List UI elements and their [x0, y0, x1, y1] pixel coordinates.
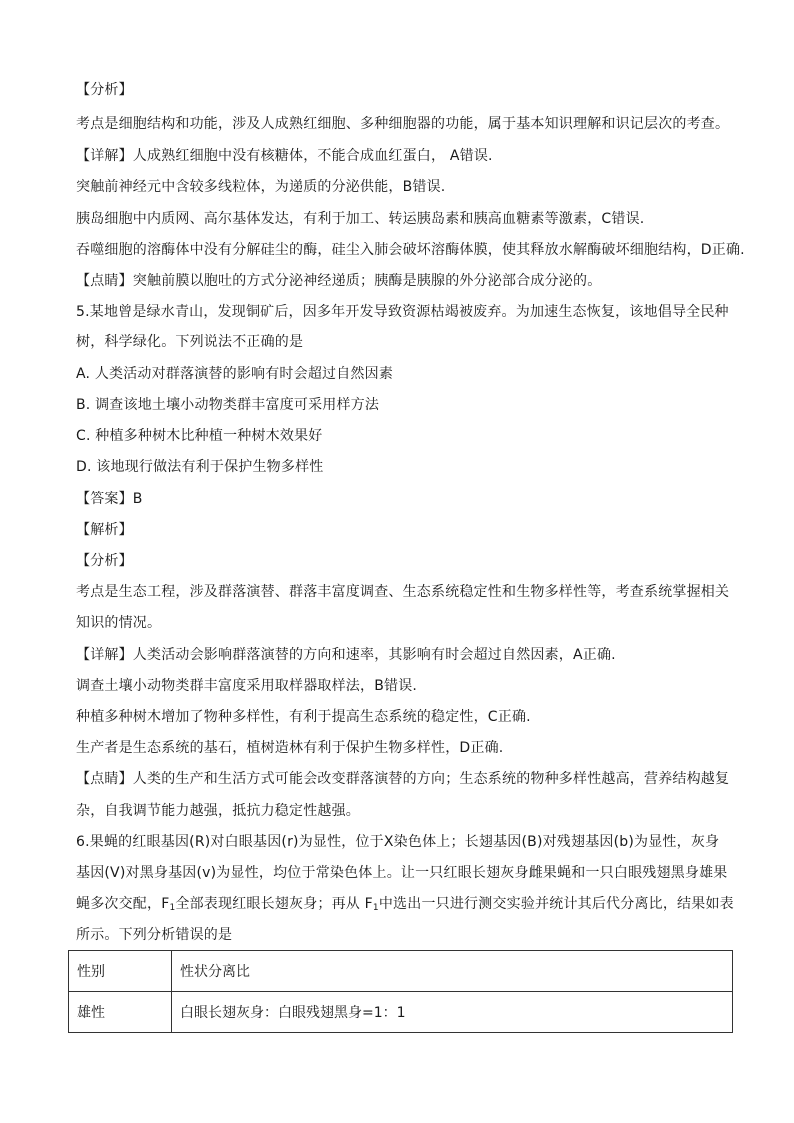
key-point-text: 杂，自我调节能力越强，抵抗力稳定性越强。 [76, 803, 360, 819]
analysis-text: 考点是生态工程，涉及群落演替、群落丰富度调查、生态系统稳定性和生物多样性等，考查系统掌握相关 [76, 584, 730, 600]
detail-text: 【详解】人成熟红细胞中没有核糖体，不能合成血红蛋白， A错误. [76, 148, 493, 164]
result-table [68, 950, 733, 1033]
question-6-stem [76, 895, 734, 917]
section-heading-analysis: 【分析】 [76, 82, 133, 98]
question-6-stem: 所示。下列分析错误的是 [76, 927, 233, 943]
table-row [69, 992, 733, 1033]
text-fragment: 中选出一只进行测交实验并统计其后代分离比，结果如表 [378, 896, 734, 912]
option-d: D. 该地现行做法有利于保护生物多样性 [76, 459, 324, 475]
section-heading-explanation: 【解析】 [76, 522, 133, 538]
table-header-cell: 性状分离比 [172, 951, 733, 992]
text-fragment: 蝇多次交配，F [76, 896, 170, 912]
question-6-stem: 基因(V)对黑身基因(v)为显性，均位于常染色体上。让一只红眼长翅灰身雌果蝇和一只白眼残翅黑身雄果 [76, 865, 728, 881]
detail-text: 突触前神经元中含较多线粒体，为递质的分泌供能，B错误. [76, 179, 446, 195]
table-header-cell: 性别 [69, 951, 172, 992]
section-heading-analysis: 【分析】 [76, 553, 133, 569]
detail-text: 吞噬细胞的溶酶体中没有分解硅尘的酶，硅尘入肺会破坏溶酶体膜，使其释放水解酶破坏细胞结构，D正确. [76, 242, 745, 258]
option-c: C. 种植多种树木比种植一种树木效果好 [76, 428, 323, 444]
analysis-text: 考点是细胞结构和功能，涉及人成熟红细胞、多种细胞器的功能，属于基本知识理解和识记层次的考查。 [76, 116, 730, 132]
option-b: B. 调查该地土壤小动物类群丰富度可采用样方法 [76, 397, 380, 413]
table-cell: 雄性 [69, 992, 172, 1033]
answer: 【答案】B [76, 491, 143, 507]
detail-text: 【详解】人类活动会影响群落演替的方向和速率，其影响有时会超过自然因素，A正确. [76, 647, 616, 663]
question-6-stem: 6.果蝇的红眼基因(R)对白眼基因(r)为显性，位于X染色体上；长翅基因(B)对残翅基因(b)为显性，灰身 [76, 834, 720, 850]
table-header-row [69, 951, 733, 992]
detail-text: 调查土壤小动物类群丰富度采用取样器取样法，B错误. [76, 678, 418, 694]
table-cell: 白眼长翅灰身：白眼残翅黑身=1：1 [172, 992, 733, 1033]
detail-text: 种植多种树木增加了物种多样性，有利于提高生态系统的稳定性，C正确. [76, 709, 531, 725]
subscript: 1 [169, 903, 176, 913]
text-fragment: 全部表现红眼长翅灰身；再从 F [175, 896, 373, 912]
question-5-stem: 树，科学绿化。下列说法不正确的是 [76, 334, 304, 350]
detail-text: 生产者是生态系统的基石，植树造林有利于保护生物多样性，D正确. [76, 740, 504, 756]
key-point-text: 【点睛】人类的生产和生活方式可能会改变群落演替的方向；生态系统的物种多样性越高，营养结构越复 [76, 771, 730, 787]
analysis-text: 知识的情况。 [76, 615, 162, 631]
option-a: A. 人类活动对群落演替的影响有时会超过自然因素 [76, 366, 394, 382]
subscript: 1 [372, 903, 379, 913]
detail-text: 胰岛细胞中内质网、高尔基体发达，有利于加工、转运胰岛素和胰高血糖素等激素，C错误. [76, 211, 645, 227]
question-5-stem: 5.某地曾是绿水青山，发现铜矿后，因多年开发导致资源枯竭被废弃。为加速生态恢复，该地倡导全民种 [76, 304, 729, 320]
key-point-text: 【点睛】突触前膜以胞吐的方式分泌神经递质；胰酶是胰腺的外分泌部合成分泌的。 [76, 273, 602, 289]
